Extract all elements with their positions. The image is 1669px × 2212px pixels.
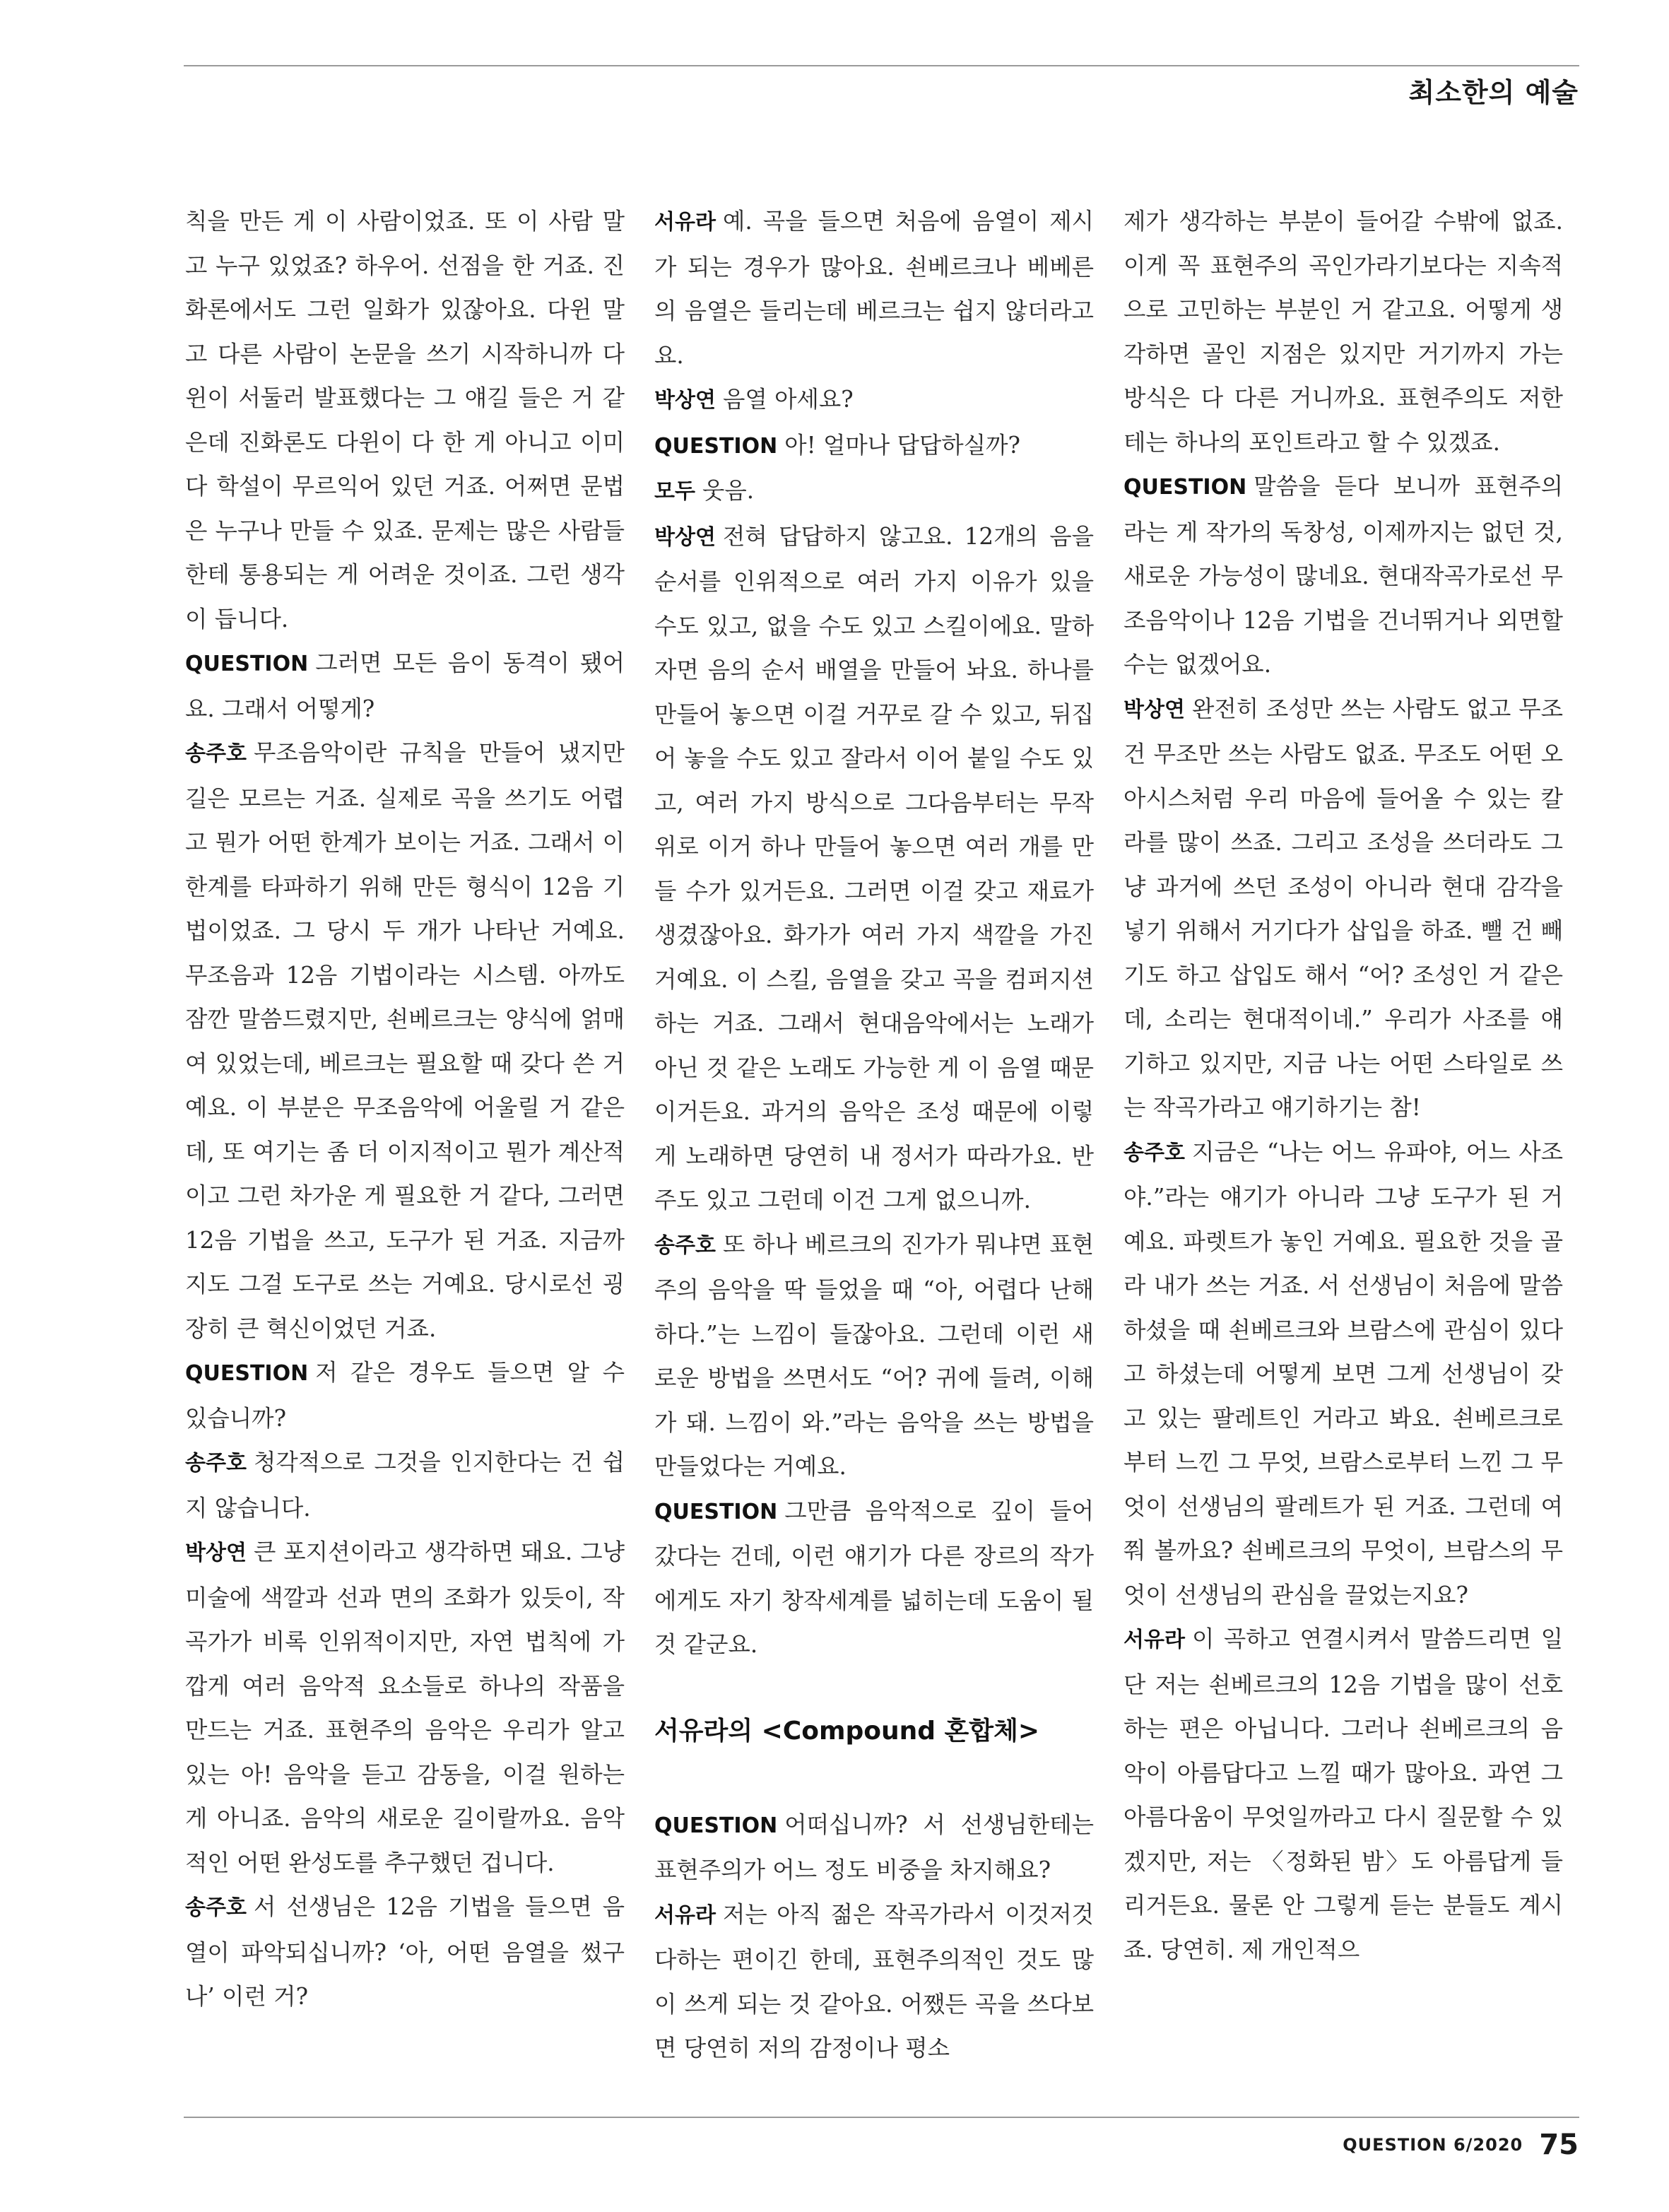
speaker-label: 송주호	[185, 741, 247, 766]
paragraph	[654, 514, 1094, 1223]
page-number: 75	[1539, 2129, 1579, 2161]
paragraph	[185, 1351, 625, 1440]
paragraph-text: 서 선생님은 12음 기법을 들으면 음열이 파악되십니까? ‘아, 어떤 음열을 썼구나’ 이런 거?	[185, 1893, 625, 2010]
paragraph-text: 지금은 “나는 어느 유파야, 어느 사조야.”라는 얘기가 아니라 그냥 도구가 된 거예요. 파렛트가 놓인 거예요. 필요한 것을 골라 내가 쓰는 거죠. 서 선생님이 처음에 말씀하셨을 때 쇤베르크와 브람스에 관심이 있다고 하셨는데 어떻게 보면 그게 선생님이 갖고 있는 팔레트인 거라고 봐요. 쇤베르크로부터 느낀 그 무엇, 브람스로부터 느낀 그 무엇이 선생님의 팔레트가 된 거죠. 그런데 여쭤 볼까요? 쇤베르크의 무엇이, 브람스의 무엇이 선생님의 관심을 끌었는지요?	[1124, 1138, 1563, 1608]
header-rule	[184, 65, 1579, 66]
paragraph	[185, 1440, 625, 1530]
column-1	[185, 199, 625, 2100]
paragraph	[185, 731, 625, 1351]
speaker-label: 박상연	[654, 524, 716, 550]
speaker-label: 송주호	[1124, 1140, 1185, 1165]
paragraph	[654, 377, 1094, 423]
paragraph-text: 저는 아직 젊은 작곡가라서 이것저것 다하는 편이긴 한데, 표현주의적인 것도 많이 쓰게 되는 것 같아요. 어쨌든 곡을 쓰다보면 당연히 저의 감정이나 평소	[654, 1900, 1094, 2061]
paragraph-text: 그러면 모든 음이 동격이 됐어요. 그래서 어떻게?	[185, 649, 625, 722]
paragraph	[1124, 1617, 1563, 1972]
speaker-label: QUESTION	[654, 1499, 778, 1524]
paragraph	[185, 1885, 625, 2019]
paragraph	[654, 1489, 1094, 1667]
column-2	[654, 199, 1094, 2100]
speaker-label: 서유라	[1124, 1628, 1185, 1652]
paragraph-text: 그만큼 음악적으로 깊이 들어갔다는 건데, 이런 얘기가 다른 장르의 작가에게도 자기 창작세계를 넓히는데 도움이 될 것 같군요.	[654, 1497, 1094, 1658]
paragraph	[1124, 199, 1563, 464]
paragraph-text: 저 같은 경우도 들으면 알 수 있습니까?	[185, 1359, 625, 1432]
magazine-issue: QUESTION 6/2020	[1343, 2135, 1523, 2155]
paragraph-text: 무조음악이란 규칙을 만들어 냈지만 길은 모르는 거죠. 실제로 곡을 쓰기도 어렵고 뭔가 어떤 한계가 보이는 거죠. 그래서 이 한계를 타파하기 위해 만든 형식이 12음 기법이었죠. 그 당시 두 개가 나타난 거예요. 무조음과 12음 기법이라는 시스템. 아까도 잠깐 말씀드렸지만, 쇤베르크는 양식에 얽매여 있었는데, 베르크는 필요할 때 갖다 쓴 거예요. 이 부분은 무조음악에 어울릴 거 같은데, 또 여기는 좀 더 이지적이고 뭔가 계산적이고 그런 차가운 게 필요한 거 같다, 그러면 12음 기법을 쓰고, 도구가 된 거죠. 지금까지도 그걸 도구로 쓰는 거예요. 당시로선 굉장히 큰 혁신이었던 거죠.	[185, 739, 625, 1342]
paragraph-text: 어떠십니까? 서 선생님한테는 표현주의가 어느 정도 비중을 차지해요?	[654, 1811, 1094, 1883]
speaker-label: QUESTION	[185, 652, 309, 676]
paragraph	[654, 1803, 1094, 1893]
speaker-label: 송주호	[185, 1451, 247, 1476]
paragraph	[185, 199, 625, 641]
speaker-label: 송주호	[185, 1895, 247, 1920]
paragraph-text: 칙을 만든 게 이 사람이었죠. 또 이 사람 말고 누구 있었죠? 하우어. 선점을 한 거죠. 진화론에서도 그런 일화가 있잖아요. 다윈 말고 다른 사람이 논문을 쓰기 시작하니까 다윈이 서둘러 발표했다는 그 얘길 들은 거 같은데 진화론도 다윈이 다 한 게 아니고 이미 다 학설이 무르익어 있던 거죠. 어쩌면 문법은 누구나 만들 수 있죠. 문제는 많은 사람들한테 통용되는 게 어려운 것이죠. 그런 생각이 듭니다.	[185, 208, 625, 633]
speaker-label: 서유라	[654, 1902, 716, 1928]
speaker-label: 박상연	[1124, 697, 1185, 722]
paragraph	[1124, 464, 1563, 687]
paragraph	[654, 1893, 1094, 2071]
speaker-label: QUESTION	[654, 433, 778, 459]
speaker-label: 송주호	[654, 1233, 716, 1258]
paragraph-text: 전혀 답답하지 않고요. 12개의 음을 순서를 인위적으로 여러 가지 이유가 있을 수도 있고, 없을 수도 있고 스킬이에요. 말하자면 음의 순서 배열을 만들어 놔요. 하나를 만들어 놓으면 이걸 거꾸로 갈 수 있고, 뒤집어 놓을 수도 있고 잘라서 이어 붙일 수도 있고, 여러 가지 방식으로 그다음부터는 무작위로 이거 하나 만들어 놓으면 여러 개를 만들 수가 있거든요. 그러면 이걸 갖고 재료가 생겼잖아요. 화가가 여러 가지 색깔을 가진 거예요. 이 스킬, 음열을 갖고 곡을 컴퍼지션하는 거죠. 그래서 현대음악에서는 노래가 아닌 것 같은 노래도 가능한 게 이 음열 때문이거든요. 과거의 음악은 조성 때문에 이렇게 노래하면 당연히 내 정서가 따라가요. 반주도 있고 그런데 이건 그게 없으니까.	[654, 522, 1094, 1213]
paragraph	[654, 423, 1094, 469]
paragraph-text: 완전히 조성만 쓰는 사람도 없고 무조건 무조만 쓰는 사람도 없죠. 무조도 어떤 오아시스처럼 우리 마음에 들어올 수 있는 칼라를 많이 쓰죠. 그리고 조성을 쓰더라도 그냥 과거에 쓰던 조성이 아니라 현대 감각을 넣기 위해서 거기다가 삽입을 하죠. 뺄 건 빼기도 하고 삽입도 해서 “어? 조성인 거 같은데, 소리는 현대적이네.” 우리가 사조를 얘기하고 있지만, 지금 나는 어떤 스타일로 쓰는 작곡가라고 얘기하기는 참!	[1124, 695, 1563, 1121]
speaker-label: 모두	[654, 479, 695, 504]
paragraph-text: 이 곡하고 연결시켜서 말씀드리면 일단 저는 쇤베르크의 12음 기법을 많이 선호하는 편은 아닙니다. 그러나 쇤베르크의 음악이 아름답다고 느낄 때가 많아요. 과연 그 아름다움이 무엇일까라고 다시 질문할 수 있겠지만, 저는 〈정화된 밤〉도 아름답게 들리거든요. 물론 안 그렇게 듣는 분들도 계시죠. 당연히. 제 개인적으	[1124, 1625, 1563, 1963]
paragraph	[654, 199, 1094, 377]
speaker-label: 서유라	[654, 210, 716, 235]
speaker-label: QUESTION	[185, 1361, 309, 1386]
speaker-label: QUESTION	[654, 1813, 778, 1838]
article-body	[185, 199, 1580, 2100]
footer-rule	[184, 2117, 1579, 2118]
page-footer	[1343, 2129, 1579, 2161]
speaker-label: 박상연	[654, 388, 716, 413]
speaker-label: 박상연	[185, 1541, 247, 1565]
paragraph	[1124, 1130, 1563, 1618]
paragraph-text: 음열 아세요?	[722, 386, 854, 413]
paragraph-text: 아! 얼마나 답답하실까?	[784, 431, 1020, 459]
paragraph-text: 예. 곡을 들으면 처음에 음열이 제시가 되는 경우가 많아요. 쇤베르크나 베베른의 음열은 들리는데 베르크는 쉽지 않더라고요.	[654, 208, 1094, 369]
paragraph-text: 제가 생각하는 부분이 들어갈 수밖에 없죠. 이게 꼭 표현주의 곡인가라기보다는 지속적으로 고민하는 부분인 거 같고요. 어떻게 생각하면 골인 지점은 있지만 거기까지 가는 방식은 다 다른 거니까요. 표현주의도 저한테는 하나의 포인트라고 할 수 있겠죠.	[1124, 208, 1563, 456]
paragraph	[654, 469, 1094, 514]
subheading: 서유라의 <Compound 혼합체>	[654, 1716, 1040, 1746]
column-3	[1124, 199, 1563, 2100]
paragraph	[185, 1530, 625, 1885]
paragraph	[654, 1223, 1094, 1489]
speaker-label: QUESTION	[1124, 475, 1247, 500]
paragraph-text: 청각적으로 그것을 인지한다는 건 쉽지 않습니다.	[185, 1449, 625, 1522]
paragraph-text: 큰 포지션이라고 생각하면 돼요. 그냥 미술에 색깔과 선과 면의 조화가 있듯이, 작곡가가 비록 인위적이지만, 자연 법칙에 가깝게 여러 음악적 요소들로 하나의 작품을 만드는 거죠. 표현주의 음악은 우리가 알고 있는 아! 음악을 듣고 감동을, 이걸 원하는 게 아니죠. 음악의 새로운 길이랄까요. 음악적인 어떤 완성도를 추구했던 겁니다.	[185, 1539, 625, 1876]
paragraph	[1124, 687, 1563, 1130]
section-title: 최소한의 예술	[1408, 77, 1579, 108]
paragraph-text: 말씀을 듣다 보니까 표현주의라는 게 작가의 독창성, 이제까지는 없던 것, 새로운 가능성이 많네요. 현대작곡가로선 무조음악이나 12음 기법을 건너뛰거나 외면할 수는 없겠어요.	[1124, 473, 1563, 678]
paragraph-text: 또 하나 베르크의 진가가 뭐냐면 표현주의 음악을 딱 들었을 때 “아, 어렵다 난해하다.”는 느낌이 들잖아요. 그런데 이런 새로운 방법을 쓰면서도 “어? 귀에 들려, 이해가 돼. 느낌이 와.”라는 음악을 쓰는 방법을 만들었다는 거예요.	[654, 1230, 1094, 1480]
paragraph-text: 웃음.	[702, 477, 755, 504]
paragraph	[185, 641, 625, 731]
